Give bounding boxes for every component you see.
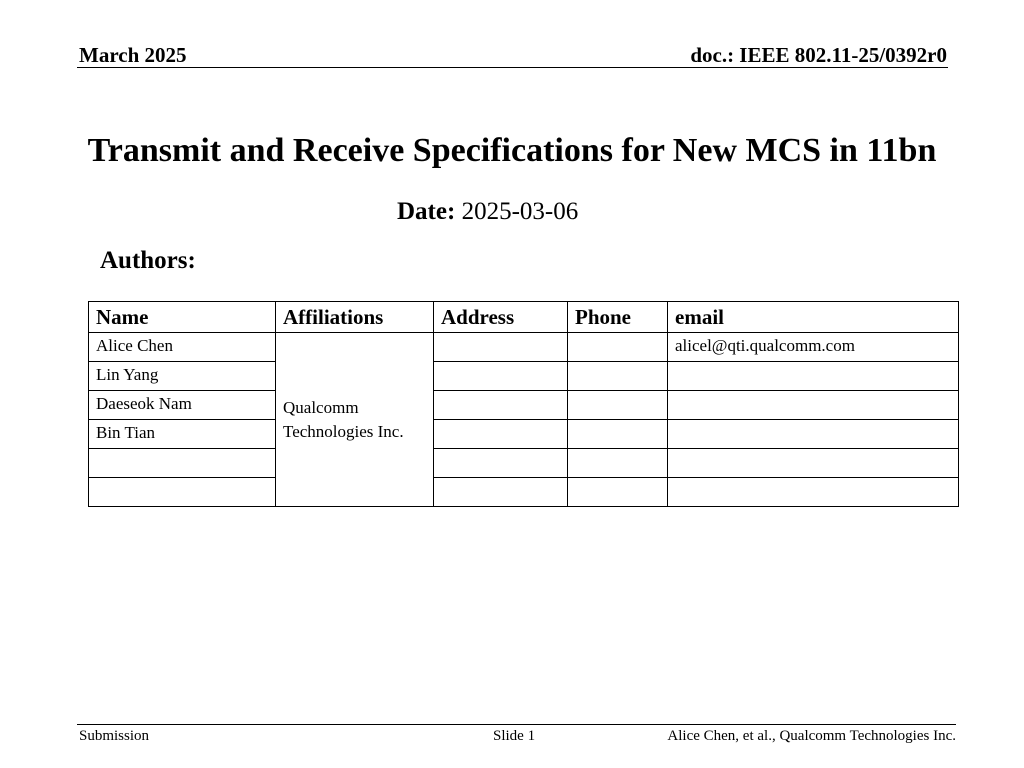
table-header-row — [89, 302, 959, 333]
slide-title: Transmit and Receive Specifications for New MCS in 11bn — [87, 132, 937, 169]
table-row — [89, 362, 959, 391]
author-email — [668, 449, 959, 478]
authors-table — [88, 301, 959, 507]
author-name — [89, 449, 276, 478]
col-header-name: Name — [89, 302, 276, 333]
author-email — [668, 391, 959, 420]
author-email — [668, 420, 959, 449]
author-address — [434, 391, 568, 420]
author-address — [434, 362, 568, 391]
author-phone — [568, 391, 668, 420]
author-email: alicel@qti.qualcomm.com — [668, 333, 959, 362]
col-header-address: Address — [434, 302, 568, 333]
author-name: Bin Tian — [89, 420, 276, 449]
author-phone — [568, 362, 668, 391]
date-label: Date: — [397, 198, 456, 225]
author-phone — [568, 449, 668, 478]
author-address — [434, 478, 568, 507]
date-line — [397, 198, 578, 226]
author-affiliation: Qualcomm Technologies Inc. — [276, 333, 434, 507]
col-header-email: email — [668, 302, 959, 333]
author-address — [434, 449, 568, 478]
table-row — [89, 478, 959, 507]
header-divider — [77, 67, 948, 68]
author-email — [668, 362, 959, 391]
author-name: Daeseok Nam — [89, 391, 276, 420]
table-row — [89, 449, 959, 478]
author-name: Lin Yang — [89, 362, 276, 391]
author-phone — [568, 478, 668, 507]
table-row — [89, 333, 959, 362]
date-value: 2025-03-06 — [461, 198, 579, 225]
header-doc-id: doc.: IEEE 802.11-25/0392r0 — [690, 43, 947, 67]
author-phone — [568, 333, 668, 362]
author-address — [434, 333, 568, 362]
footer-submission: Submission — [79, 728, 150, 744]
author-name — [89, 478, 276, 507]
table-row — [89, 391, 959, 420]
col-header-affiliations: Affiliations — [276, 302, 434, 333]
col-header-phone: Phone — [568, 302, 668, 333]
author-name: Alice Chen — [89, 333, 276, 362]
author-address — [434, 420, 568, 449]
footer-authors: Alice Chen, et al., Qualcomm Technologies Inc. — [667, 728, 956, 744]
header-date: March 2025 — [79, 43, 187, 67]
author-email — [668, 478, 959, 507]
authors-heading: Authors: — [100, 247, 196, 274]
table-row — [89, 420, 959, 449]
footer-divider — [77, 724, 956, 725]
author-phone — [568, 420, 668, 449]
footer-slide-number: Slide 1 — [493, 728, 536, 744]
